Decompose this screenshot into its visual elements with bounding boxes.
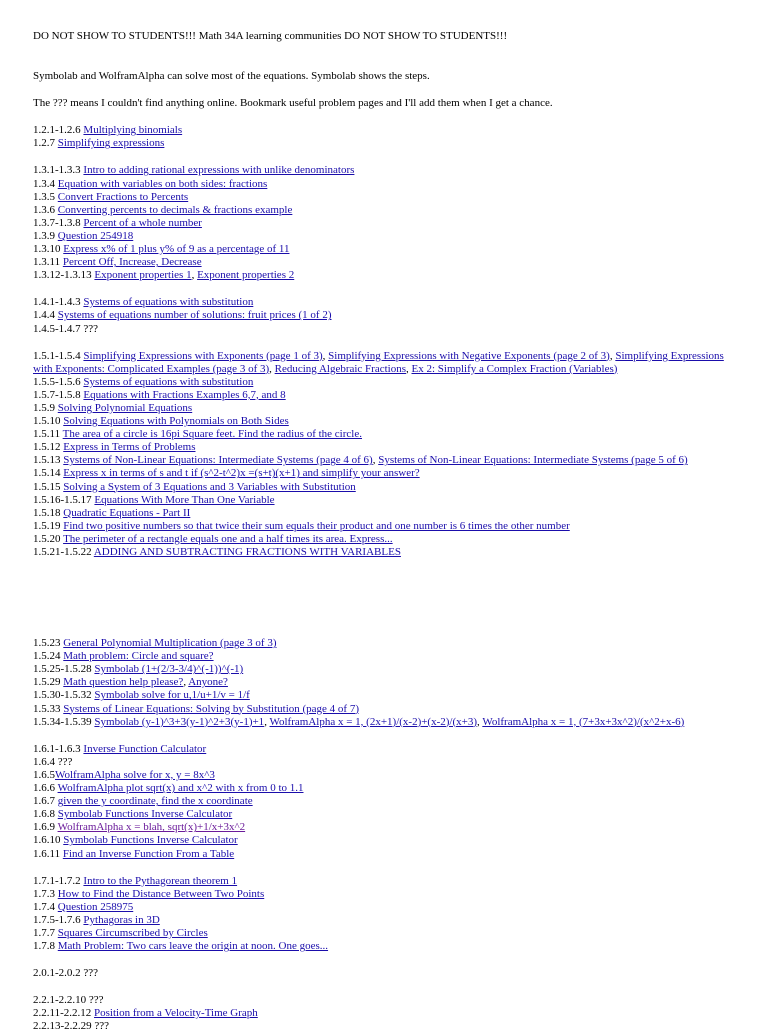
section-block [33, 350, 735, 560]
problem-link[interactable]: Simplifying Expressions with Negative Exponents (page 2 of 3) [328, 349, 610, 362]
problem-number: 1.3.1-1.3.3 [33, 164, 81, 177]
problem-link[interactable]: Solving Equations with Polynomials on Both Sides [63, 415, 289, 428]
problem-link[interactable]: Symbolab (y-1)^3+3(y-1)^2+3(y-1)+1 [94, 715, 265, 728]
problem-entry [33, 124, 735, 137]
problem-entry: 1.5.29 Math question help please?, Anyone? [33, 676, 228, 689]
problem-link[interactable]: How to Find the Distance Between Two Points [57, 887, 265, 900]
problem-entry [33, 769, 735, 782]
problem-link[interactable]: Math problem: Circle and square? [63, 650, 214, 663]
problem-number: 1.4.5-1.4.7 [33, 322, 81, 335]
problem-link[interactable]: The area of a circle is 16pi Square feet. Find the radius of the circle. [62, 428, 362, 441]
problem-link[interactable]: Simplifying expressions [57, 137, 165, 150]
problem-number: 1.6.1-1.6.3 [33, 742, 81, 755]
section-block [33, 743, 735, 861]
problem-number: 1.5.13 [33, 454, 61, 467]
problem-entry [33, 703, 735, 716]
problem-number: 1.6.8 [33, 808, 55, 821]
not-found-marker: ??? [83, 322, 99, 335]
problem-entry [33, 441, 735, 454]
problem-link[interactable]: Equations With More Than One Variable [94, 493, 275, 506]
section-block [33, 637, 735, 729]
not-found-marker: ??? [94, 1020, 110, 1033]
section-spacer [33, 559, 735, 637]
problem-number: 1.5.11 [33, 428, 61, 441]
problem-number: 1.5.24 [33, 650, 61, 663]
problem-entry [33, 217, 735, 230]
problem-entry [33, 795, 735, 808]
problem-number: 1.2.7 [33, 137, 55, 150]
problem-entry [33, 376, 735, 389]
problem-number: 1.5.33 [33, 702, 61, 715]
intro-paragraph-2: The ??? means I couldn't find anything online. Bookmark useful problem pages and I'll add them when I get a chance. [33, 97, 553, 110]
problem-number: 1.3.6 [33, 203, 55, 216]
problem-entry [33, 875, 735, 888]
problem-link[interactable]: Systems of Non-Linear Equations: Intermediate Systems (page 5 of 6) [378, 454, 688, 467]
problem-number: 1.4.4 [33, 309, 55, 322]
problem-number: 1.5.7-1.5.8 [33, 388, 81, 401]
problem-link[interactable]: Inverse Function Calculator [83, 742, 207, 755]
problem-link[interactable]: Find an Inverse Function From a Table [62, 847, 235, 860]
problem-entry [33, 1020, 735, 1033]
problem-entry [33, 494, 735, 507]
problem-link[interactable]: Systems of Linear Equations: Solving by Substitution (page 4 of 7) [63, 702, 360, 715]
problem-link[interactable]: Simplifying Expressions with Exponents: Complicated Examples (page 3 of 3) [33, 349, 724, 375]
problem-number: 2.2.1-2.2.10 [33, 994, 87, 1007]
problem-number: 1.6.6 [33, 782, 55, 795]
problem-entry [33, 967, 735, 980]
problem-number: 1.7.7 [33, 926, 55, 939]
problem-number: 1.5.19 [33, 519, 61, 532]
problem-link[interactable]: Multiplying binomials [83, 124, 183, 137]
problem-number: 1.5.1-1.5.4 [33, 349, 81, 362]
not-found-marker: ??? [83, 967, 99, 980]
problem-link[interactable]: Solving Polynomial Equations [57, 401, 193, 414]
problem-link[interactable]: Converting percents to decimals & fractions example [57, 203, 293, 216]
problem-number: 1.7.5-1.7.6 [33, 913, 81, 926]
problem-entry [33, 204, 735, 217]
problem-number: 1.3.5 [33, 190, 55, 203]
problem-link[interactable]: Reducing Algebraic Fractions [274, 362, 406, 375]
problem-link[interactable]: Intro to the Pythagorean theorem 1 [83, 874, 238, 887]
problem-link[interactable]: Solving a System of 3 Equations and 3 Variables with Substitution [63, 480, 356, 493]
problem-number: 1.5.18 [33, 506, 61, 519]
problem-number: 1.3.9 [33, 229, 55, 242]
problem-number: 1.5.34-1.5.39 [33, 715, 92, 728]
problem-number: 1.7.1-1.7.2 [33, 874, 81, 887]
problem-entry [33, 743, 735, 756]
problem-entry [33, 296, 735, 309]
problem-entry [33, 507, 735, 520]
problem-link[interactable]: WolframAlpha x = 1, (2x+1)/(x-2)+(x-2)/(x+3) [269, 715, 478, 728]
problem-link[interactable]: Pythagoras in 3D [83, 913, 160, 926]
problem-link[interactable]: Symbolab Functions Inverse Calculator [63, 834, 238, 847]
problem-entry [33, 546, 735, 559]
problem-entry [33, 137, 735, 150]
problem-link[interactable]: Quadratic Equations - Part II [63, 506, 191, 519]
problem-link[interactable]: Systems of equations number of solutions: fruit prices (1 of 2) [57, 309, 332, 322]
problem-number: 1.7.3 [33, 887, 55, 900]
problem-link[interactable]: Squares Circumscribed by Circles [57, 926, 208, 939]
problem-entry [33, 637, 735, 650]
problem-number: 2.2.13-2.2.29 [33, 1020, 92, 1033]
problem-entry: 1.5.13 Systems of Non-Linear Equations: Intermediate Systems (page 4 of 6), Systems of Non-Linear Equations: Intermediate Systems (page 5 of 6) [33, 454, 688, 467]
problem-link[interactable]: Express x in terms of s and t if (s^2-t^2)x =(s+t)(x+1) and simplify your answer? [63, 467, 420, 480]
problem-number: 1.5.9 [33, 401, 55, 414]
problem-link[interactable]: Ex 2: Simplify a Complex Fraction (Variables) [411, 362, 618, 375]
problem-entry [33, 164, 735, 177]
problem-entry [33, 389, 735, 402]
problem-entry: 1.3.12-1.3.13 Exponent properties 1, Exponent properties 2 [33, 269, 295, 282]
problem-link[interactable]: WolframAlpha plot sqrt(x) and x^2 with x from 0 to 1.1 [57, 782, 304, 795]
section-spacer [33, 336, 735, 350]
problem-entry [33, 256, 735, 269]
problem-entry [33, 402, 735, 415]
problem-number: 1.6.5 [33, 768, 55, 781]
problem-number: 1.5.30-1.5.32 [33, 689, 92, 702]
problem-link[interactable]: The perimeter of a rectangle equals one and a half times its area. Express... [63, 532, 393, 545]
section-spacer [33, 282, 735, 296]
problem-entry [33, 467, 735, 480]
problem-link[interactable]: Exponent properties 2 [197, 269, 295, 282]
problem-number: 1.6.11 [33, 847, 61, 860]
problem-number: 1.5.25-1.5.28 [33, 663, 92, 676]
problem-number: 1.7.4 [33, 900, 55, 913]
problem-number: 1.4.1-1.4.3 [33, 296, 81, 309]
problem-entry: 1.5.34-1.5.39 Symbolab (y-1)^3+3(y-1)^2+3(y-1)+1, WolframAlpha x = 1, (2x+1)/(x-2)+(x-2)/(x+3), WolframAlpha x = 1, (7+3x+3x^2)/(x^2+x-6) [33, 715, 685, 728]
problem-entry [33, 520, 735, 533]
problem-number: 1.6.4 [33, 755, 55, 768]
problem-entry [33, 178, 735, 191]
problem-number: 1.7.8 [33, 940, 55, 953]
problem-link[interactable]: WolframAlpha x = blah, sqrt(x)+1/x+3x^2 [57, 821, 246, 834]
problem-entry [33, 689, 735, 702]
problem-link[interactable]: Systems of equations with substitution [83, 296, 254, 309]
problem-number: 1.5.12 [33, 441, 61, 454]
section-spacer [33, 953, 735, 967]
section-block [33, 967, 735, 980]
problem-link[interactable]: Symbolab solve for u,1/u+1/v = 1/f [94, 689, 250, 702]
problem-entry [33, 848, 735, 861]
problem-entry [33, 533, 735, 546]
problem-number: 1.5.21-1.5.22 [33, 546, 92, 558]
problem-link[interactable]: Equations with Fractions Examples 6,7, and 8 [83, 388, 286, 401]
not-found-marker: ??? [57, 755, 73, 768]
problem-entry [33, 243, 735, 256]
problem-entry [33, 914, 735, 927]
problem-link[interactable]: Position from a Velocity-Time Graph [94, 1007, 258, 1020]
section-spacer [33, 729, 735, 743]
problem-link[interactable]: WolframAlpha solve for x, y = 8x^3 [55, 768, 215, 781]
page-header-warning: DO NOT SHOW TO STUDENTS!!! Math 34A learning communities DO NOT SHOW TO STUDENTS!!! [33, 30, 508, 42]
problem-number: 1.5.15 [33, 480, 61, 493]
problem-number: 1.3.7-1.3.8 [33, 216, 81, 229]
problem-number: 1.3.4 [33, 177, 55, 190]
problem-number: 1.5.23 [33, 637, 61, 650]
section-block [33, 296, 735, 335]
problem-entry: 1.5.1-1.5.4 Simplifying Expressions with Exponents (page 1 of 3), Simplifying Expressions with Negative Exponents (page 2 of 3), Simplifying Expressions with Exponents: Complicated Examples (page 3 of 3), Reducing Algebraic Fractions, Ex 2: Simplify a Complex Fraction (Variables) [33, 349, 724, 375]
problem-number: 1.3.12-1.3.13 [33, 269, 92, 282]
problem-link[interactable]: Equation with variables on both sides: fractions [57, 177, 268, 190]
problem-number: 1.6.7 [33, 795, 55, 808]
problem-link[interactable]: Question 258975 [57, 900, 134, 913]
problem-entry [33, 940, 735, 953]
problem-number: 1.5.5-1.5.6 [33, 375, 81, 388]
problem-link[interactable]: Math question help please? [63, 676, 184, 689]
problem-link[interactable]: ADDING AND SUBTRACTING FRACTIONS WITH VARIABLES [93, 546, 401, 558]
problem-number: 1.5.14 [33, 467, 61, 480]
problem-number: 2.2.11-2.2.12 [33, 1007, 92, 1020]
problem-number: 2.0.1-2.0.2 [33, 967, 81, 980]
problem-entry [33, 428, 735, 441]
section-block [33, 124, 735, 150]
not-found-marker: ??? [88, 994, 104, 1007]
problem-entry [33, 821, 735, 834]
problem-entry [33, 323, 735, 336]
section-block [33, 164, 735, 282]
problem-number: 1.3.11 [33, 256, 61, 269]
section-block [33, 875, 735, 954]
problem-link[interactable]: Express x% of 1 plus y% of 9 as a percentage of 11 [63, 243, 290, 256]
problem-entry [33, 756, 735, 769]
problem-entry [33, 415, 735, 428]
problem-link[interactable]: Convert Fractions to Percents [57, 190, 189, 203]
problem-link[interactable]: Symbolab Functions Inverse Calculator [57, 808, 233, 821]
problem-link[interactable]: General Polynomial Multiplication (page 3 of 3) [63, 637, 277, 650]
problem-number: 1.5.10 [33, 415, 61, 428]
problem-number: 1.2.1-1.2.6 [33, 124, 81, 137]
problem-link[interactable]: Find two positive numbers so that twice their sum equals their product and one number is 6 times the other number [63, 519, 570, 532]
problem-entry [33, 994, 735, 1007]
problem-link[interactable]: Percent of a whole number [83, 216, 202, 229]
problem-number: 1.5.16-1.5.17 [33, 493, 92, 506]
problem-link[interactable]: Anyone? [188, 676, 228, 689]
problem-link[interactable]: Express in Terms of Problems [63, 441, 196, 454]
section-block [33, 994, 735, 1033]
problem-link[interactable]: Exponent properties 1 [94, 269, 192, 282]
problem-entry [33, 191, 735, 204]
problem-link-list [33, 124, 735, 1033]
problem-link[interactable]: Intro to adding rational expressions with unlike denominators [83, 164, 355, 177]
problem-link[interactable]: Systems of Non-Linear Equations: Intermediate Systems (page 4 of 6) [63, 454, 373, 467]
problem-entry [33, 1007, 735, 1020]
problem-link[interactable]: given the y coordinate, find the x coordinate [57, 795, 253, 808]
problem-number: 1.5.29 [33, 676, 61, 689]
problem-entry [33, 888, 735, 901]
problem-link[interactable]: Question 254918 [57, 229, 134, 242]
problem-number: 1.6.10 [33, 834, 61, 847]
intro-paragraph-1: Symbolab and WolframAlpha can solve most of the equations. Symbolab shows the steps. [33, 70, 430, 83]
problem-entry [33, 230, 735, 243]
problem-entry [33, 663, 735, 676]
problem-entry [33, 481, 735, 494]
problem-entry [33, 834, 735, 847]
problem-entry [33, 808, 735, 821]
problem-link[interactable]: Systems of equations with substitution [83, 375, 254, 388]
section-spacer [33, 150, 735, 164]
section-spacer [33, 980, 735, 994]
problem-link[interactable]: WolframAlpha x = 1, (7+3x+3x^2)/(x^2+x-6) [482, 715, 685, 728]
problem-entry [33, 901, 735, 914]
problem-entry [33, 309, 735, 322]
problem-entry [33, 650, 735, 663]
problem-link[interactable]: Simplifying Expressions with Exponents (page 1 of 3) [83, 349, 323, 362]
problem-number: 1.3.10 [33, 243, 61, 256]
problem-link[interactable]: Symbolab (1+(2/3-3/4)^(-1))^(-1) [94, 663, 244, 676]
problem-link[interactable]: Math Problem: Two cars leave the origin at noon. One goes... [57, 940, 329, 953]
problem-number: 1.5.20 [33, 532, 61, 545]
section-spacer [33, 861, 735, 875]
problem-link[interactable]: Percent Off, Increase, Decrease [62, 256, 202, 269]
problem-entry [33, 782, 735, 795]
problem-entry [33, 927, 735, 940]
problem-number: 1.6.9 [33, 821, 55, 834]
